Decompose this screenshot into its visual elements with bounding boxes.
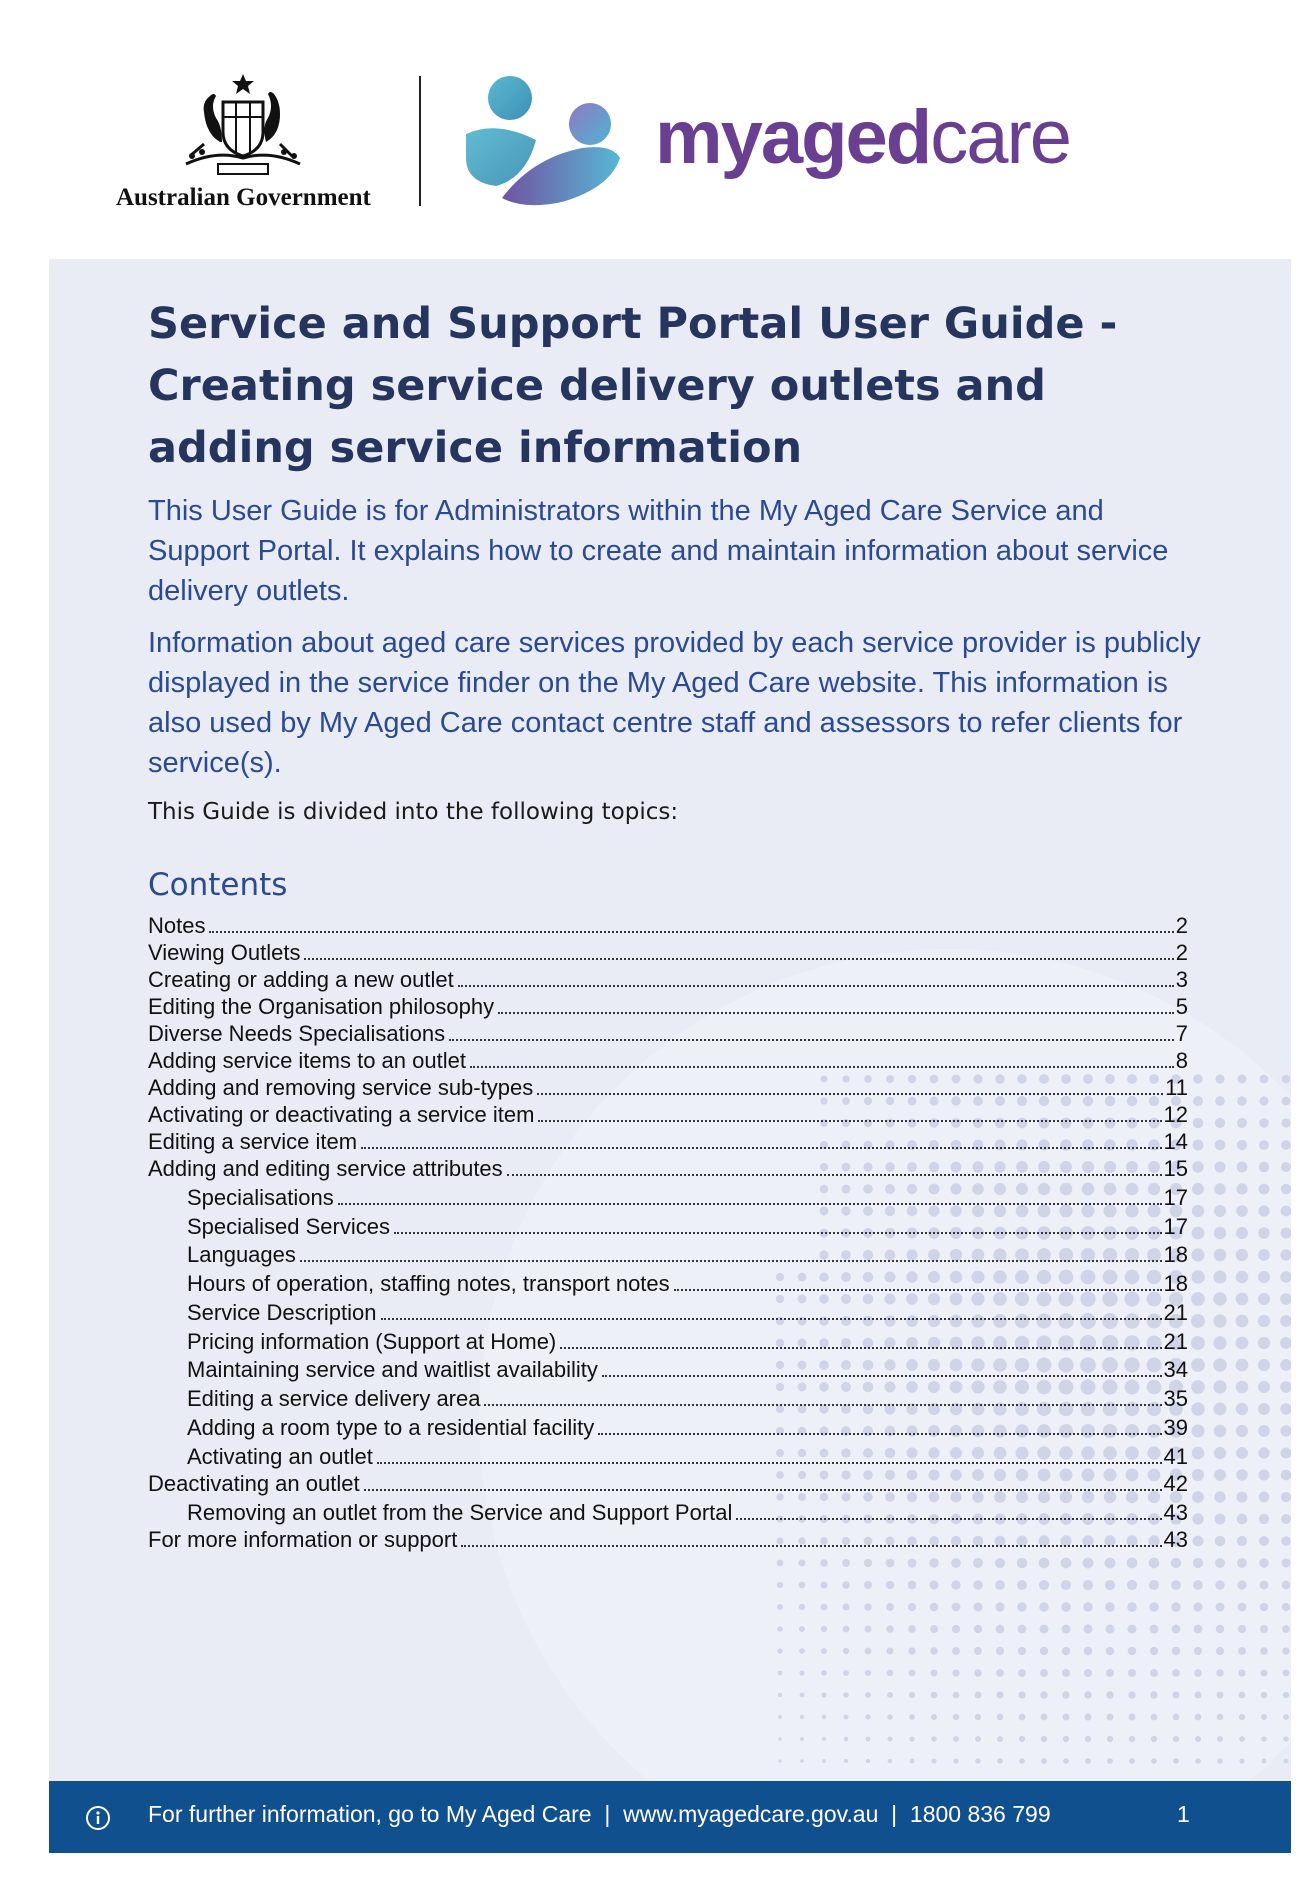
toc-entry-page: 7 <box>1175 1021 1188 1046</box>
toc-dot-leader <box>364 1489 1162 1491</box>
intro-paragraph-2: Information about aged care services provided by each service provider is publicly displayed in the service finder on the My Aged Care website. This information is also used by My Aged Care contact centre staff and assessors to refer clients for service(s). <box>148 627 1201 779</box>
toc-entry[interactable] <box>187 1444 1188 1474</box>
toc-dot-leader <box>602 1375 1162 1377</box>
footer-bar <box>49 1781 1291 1853</box>
toc-entry-text: For more information or support <box>148 1527 458 1552</box>
page-number: 1 <box>1177 1801 1190 1827</box>
brand-care: care <box>930 95 1071 180</box>
toc-entry[interactable] <box>148 1129 1188 1159</box>
toc-entry-page: 35 <box>1163 1386 1188 1411</box>
toc-dot-leader <box>484 1404 1161 1406</box>
toc-entry-text: Pricing information (Support at Home) <box>187 1329 557 1354</box>
toc-entry-text: Creating or adding a new outlet <box>148 967 454 992</box>
toc-entry[interactable] <box>148 1021 1188 1051</box>
toc-entry-text: Activating an outlet <box>187 1444 373 1469</box>
toc-entry[interactable] <box>148 1471 1188 1501</box>
toc-entry[interactable] <box>187 1271 1188 1301</box>
toc-entry-text: Hours of operation, staffing notes, transport notes <box>187 1271 670 1296</box>
toc-entry-text: Viewing Outlets <box>148 940 301 965</box>
toc-dot-leader <box>361 1147 1161 1149</box>
footer-contact-text: For further information, go to My Aged Care | www.myagedcare.gov.au | 1800 836 799 <box>148 1801 1051 1827</box>
toc-entry-text: Notes <box>148 913 206 938</box>
toc-entry-page: 42 <box>1163 1471 1188 1496</box>
toc-entry[interactable] <box>187 1214 1188 1244</box>
toc-entry[interactable] <box>187 1242 1188 1272</box>
toc-entry-text: Maintaining service and waitlist availability <box>187 1357 598 1382</box>
toc-entry[interactable] <box>187 1500 1188 1530</box>
toc-entry[interactable] <box>187 1415 1188 1445</box>
toc-entry[interactable] <box>187 1386 1188 1416</box>
toc-entry[interactable] <box>148 1102 1188 1132</box>
toc-entry-page: 17 <box>1163 1214 1188 1239</box>
toc-dot-leader <box>458 985 1174 987</box>
toc-entry-page: 41 <box>1163 1444 1188 1469</box>
toc-entry-text: Diverse Needs Specialisations <box>148 1021 446 1046</box>
toc-dot-leader <box>537 1093 1163 1095</box>
toc-entry-text: Activating or deactivating a service item <box>148 1102 535 1127</box>
toc-entry-text: Languages <box>187 1242 296 1267</box>
toc-entry-page: 12 <box>1163 1102 1188 1127</box>
my-aged-care-people-icon <box>462 74 624 210</box>
toc-dot-leader <box>394 1232 1162 1234</box>
toc-entry-text: Deactivating an outlet <box>148 1471 360 1496</box>
toc-dot-leader <box>498 1012 1174 1014</box>
toc-entry-page: 2 <box>1175 940 1188 965</box>
toc-entry-page: 21 <box>1163 1300 1188 1325</box>
toc-entry-text: Adding service items to an outlet <box>148 1048 466 1073</box>
toc-dot-leader <box>449 1039 1174 1041</box>
content-panel <box>49 259 1291 1781</box>
toc-entry-page: 43 <box>1163 1527 1188 1552</box>
toc-entry[interactable] <box>148 994 1188 1024</box>
toc-dot-leader <box>381 1318 1162 1320</box>
toc-entry-text: Adding a room type to a residential facility <box>187 1415 595 1440</box>
toc-entry-text: Editing a service delivery area <box>187 1386 481 1411</box>
topics-intro: This Guide is divided into the following topics: <box>148 799 679 825</box>
toc-entry-page: 43 <box>1163 1500 1188 1525</box>
toc-entry[interactable] <box>148 1527 1188 1557</box>
toc-entry-text: Adding and removing service sub-types <box>148 1075 534 1100</box>
toc-dot-leader <box>209 931 1173 933</box>
toc-dot-leader <box>560 1347 1161 1349</box>
toc-entry[interactable] <box>148 1156 1188 1186</box>
toc-entry-text: Adding and editing service attributes <box>148 1156 503 1181</box>
toc-entry[interactable] <box>187 1329 1188 1359</box>
toc-entry-page: 14 <box>1163 1129 1188 1154</box>
toc-entry-page: 2 <box>1175 913 1188 938</box>
my-aged-care-wordmark <box>655 95 1071 180</box>
toc-entry[interactable] <box>187 1357 1188 1387</box>
toc-entry-page: 11 <box>1165 1075 1188 1100</box>
toc-dot-leader <box>338 1203 1162 1205</box>
toc-entry-text: Editing the Organisation philosophy <box>148 994 495 1019</box>
toc-dot-leader <box>461 1545 1161 1547</box>
brand-my: my <box>655 95 761 180</box>
toc-entry[interactable] <box>148 1075 1188 1105</box>
toc-entry-page: 5 <box>1175 994 1188 1019</box>
header-divider <box>419 76 421 206</box>
toc-entry[interactable] <box>148 1048 1188 1078</box>
brand-aged: aged <box>760 95 931 180</box>
toc-entry-page: 21 <box>1163 1329 1188 1354</box>
toc-dot-leader <box>304 958 1173 960</box>
contents-heading: Contents <box>148 867 288 903</box>
toc-entry-page: 39 <box>1163 1415 1188 1440</box>
toc-entry-text: Editing a service item <box>148 1129 358 1154</box>
toc-entry[interactable] <box>148 940 1188 970</box>
toc-entry-page: 8 <box>1175 1048 1188 1073</box>
intro-paragraph-1: This User Guide is for Administrators within the My Aged Care Service and Support Portal. It explains how to create and maintain information about service delivery outlets. <box>148 495 1169 607</box>
toc-dot-leader <box>674 1289 1162 1291</box>
toc-entry[interactable] <box>148 913 1188 943</box>
toc-dot-leader <box>538 1120 1161 1122</box>
toc-dot-leader <box>507 1174 1162 1176</box>
toc-dot-leader <box>598 1433 1161 1435</box>
toc-entry-text: Removing an outlet from the Service and Support Portal <box>187 1500 733 1525</box>
toc-dot-leader <box>736 1518 1161 1520</box>
toc-entry-page: 17 <box>1163 1185 1188 1210</box>
toc-entry[interactable] <box>148 967 1188 997</box>
toc-entry[interactable] <box>187 1185 1188 1215</box>
toc-dot-leader <box>300 1260 1162 1262</box>
government-name: Australian Government <box>116 184 371 211</box>
toc-entry-page: 3 <box>1175 967 1188 992</box>
toc-entry-page: 18 <box>1163 1242 1188 1267</box>
australian-government-logo <box>112 72 380 212</box>
toc-entry-text: Specialised Services <box>187 1214 390 1239</box>
info-icon <box>85 1805 111 1831</box>
toc-dot-leader <box>470 1066 1174 1068</box>
coat-of-arms-icon <box>168 72 318 182</box>
toc-dot-leader <box>377 1462 1162 1464</box>
toc-entry-text: Specialisations <box>187 1185 334 1210</box>
toc-entry-page: 18 <box>1163 1271 1188 1296</box>
toc-entry-page: 34 <box>1163 1357 1188 1382</box>
toc-entry[interactable] <box>187 1300 1188 1330</box>
document-title: Service and Support Portal User Guide - Creating service delivery outlets and adding service information <box>148 299 1118 473</box>
toc-entry-text: Service Description <box>187 1300 377 1325</box>
toc-entry-page: 15 <box>1163 1156 1188 1181</box>
